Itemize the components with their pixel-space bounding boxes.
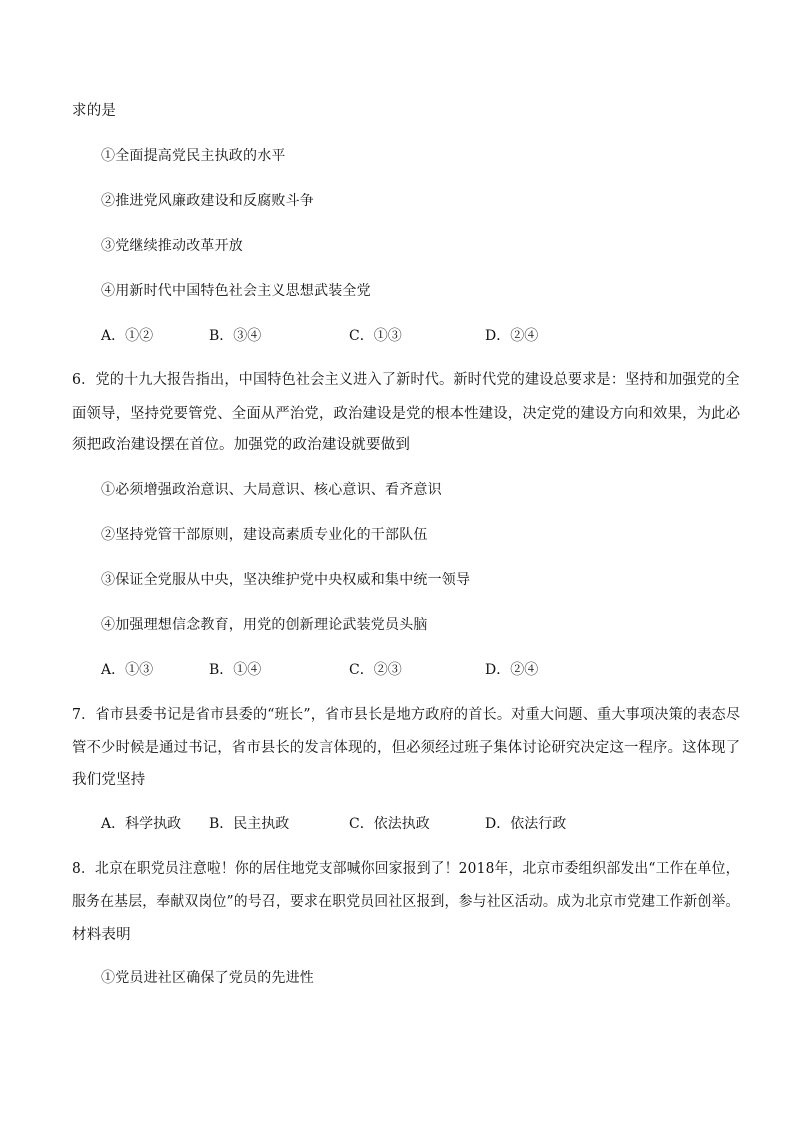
q5-choice-b[interactable]: B．③④ — [209, 328, 262, 344]
q6-option-3: ③保证全党服从中央，坚决维护党中央权威和集中统一领导 — [101, 572, 471, 588]
q6-choice-a[interactable]: A．①③ — [101, 662, 154, 678]
q7-stem-line-3: 我们党坚持 — [72, 772, 146, 788]
q6-option-4: ④加强理想信念教育，用党的创新理论武装党员头脑 — [101, 617, 428, 633]
q5-option-4: ④用新时代中国特色社会主义思想武装全党 — [101, 283, 371, 299]
q5-option-3: ③党继续推动改革开放 — [101, 238, 243, 254]
q7-choice-a[interactable]: A．科学执政 — [101, 816, 182, 832]
q5-choice-a[interactable]: A．①② — [101, 328, 154, 344]
q7-stem-line-1: 7．省市县委书记是省市县委的“班长”，省市县长是地方政府的首长。对重大问题、重大事项决策的表态尽 — [72, 707, 741, 723]
q5-option-1: ①全面提高党民主执政的水平 — [101, 148, 286, 164]
q8-stem-line-3: 材料表明 — [72, 927, 131, 943]
q8-option-1: ①党员进社区确保了党员的先进性 — [101, 970, 314, 986]
q6-option-1: ①必须增强政治意识、大局意识、核心意识、看齐意识 — [101, 482, 442, 498]
q6-choice-d[interactable]: D．②④ — [485, 662, 539, 678]
q7-choice-d[interactable]: D．依法行政 — [485, 816, 567, 832]
q7-choices — [101, 814, 741, 834]
q6-choices — [101, 660, 741, 680]
q5-choice-c[interactable]: C．①③ — [349, 328, 402, 344]
q5-choice-d[interactable]: D．②④ — [485, 328, 539, 344]
q5-option-2: ②推进党风廉政建设和反腐败斗争 — [101, 193, 314, 209]
q6-choice-b[interactable]: B．①④ — [209, 662, 262, 678]
q7-choice-b[interactable]: B．民主执政 — [209, 816, 290, 832]
q6-stem-line-3: 须把政治建设摆在首位。加强党的政治建设就要做到 — [72, 437, 411, 453]
q6-stem-line-1: 6．党的十九大报告指出，中国特色社会主义进入了新时代。新时代党的建设总要求是：坚持和加强党的全 — [72, 372, 740, 388]
q5-stem-tail: 求的是 — [72, 103, 117, 119]
q7-choice-c[interactable]: C．依法执政 — [349, 816, 430, 832]
q6-option-2: ②坚持党管干部原则，建设高素质专业化的干部队伍 — [101, 527, 428, 543]
q8-stem-line-1: 8．北京在职党员注意啦！你的居住地党支部喊你回家报到了！2018年，北京市委组织部发出“工作在单位， — [72, 861, 740, 877]
q7-stem-line-2: 管不少时候是通过书记，省市县长的发言体现的，但必须经过班子集体讨论研究决定这一程序。这体现了 — [72, 740, 741, 756]
q6-stem-line-2: 面领导，坚持党要管党、全面从严治党，政治建设是党的根本性建设，决定党的建设方向和效果，为此必 — [72, 406, 741, 422]
q5-choices — [101, 326, 741, 346]
q8-stem-line-2: 服务在基层，奉献双岗位”的号召，要求在职党员回社区报到，参与社区活动。成为北京市党建工作新创举。 — [72, 894, 740, 910]
q6-choice-c[interactable]: C．②③ — [349, 662, 402, 678]
